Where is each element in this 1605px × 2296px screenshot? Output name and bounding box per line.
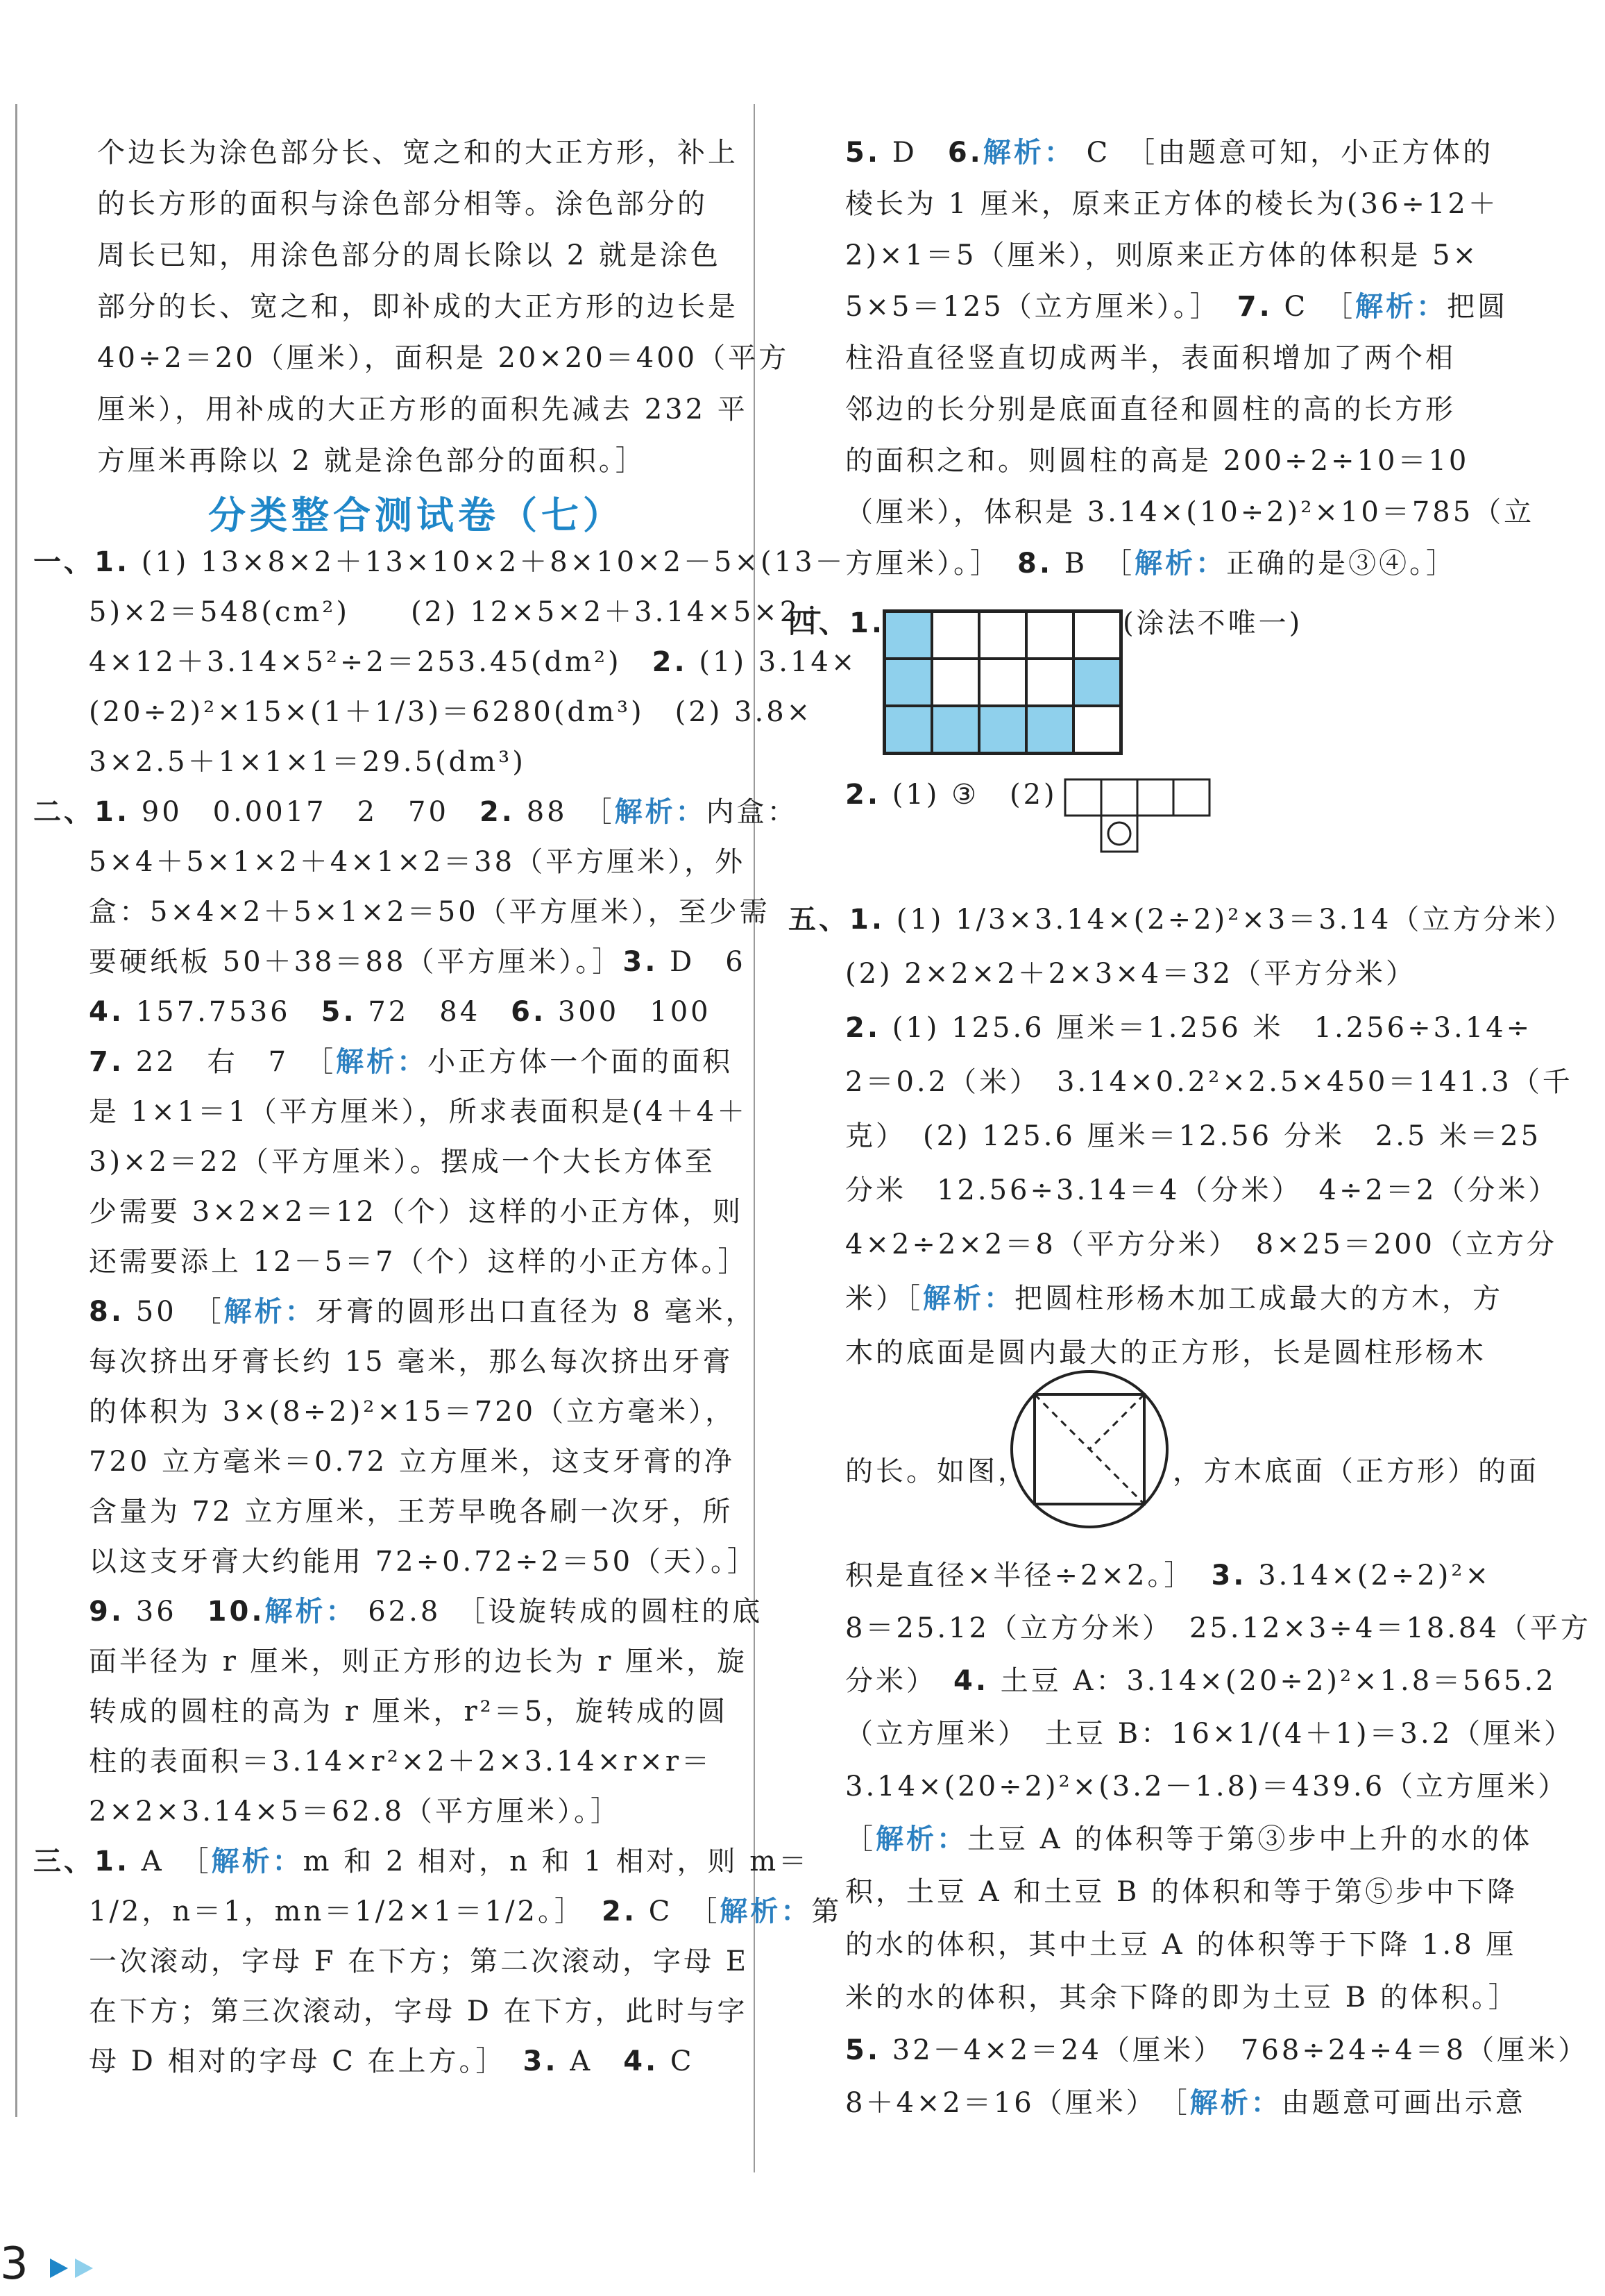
- text: 一次滚动，字母 F 在下方；第二次滚动，字母 E: [89, 1945, 749, 1977]
- text-line: [845, 1871, 1518, 1913]
- text: 4×12＋3.14×5²÷2＝253.45(dm²): [89, 646, 652, 678]
- text: A: [558, 2045, 624, 2077]
- text-line: [89, 1291, 756, 1333]
- q4-2-label: [845, 774, 1058, 816]
- text: B ［: [1053, 548, 1135, 580]
- item-number: 3.: [523, 2045, 559, 2077]
- text-line: [33, 791, 798, 833]
- figure-caption-post: ，方木底面（正方形）的面: [1173, 1455, 1539, 1487]
- text-line: [89, 1091, 747, 1133]
- item-number: 3.: [1211, 1560, 1247, 1592]
- item-number: 2.: [479, 796, 515, 828]
- text-line: [89, 1741, 712, 1782]
- text: 在下方；第三次滚动，字母 D 在下方，此时与字: [89, 1995, 748, 2027]
- text: 木的底面是圆内最大的正方形，长是圆柱形杨木: [845, 1337, 1486, 1369]
- item-number: 五、1.: [788, 904, 885, 936]
- text-line: [89, 591, 826, 633]
- text-line: [89, 691, 813, 733]
- text: 62.8 ［: [356, 1596, 489, 1628]
- text-line: [845, 1278, 1503, 1319]
- shading-grid: [883, 609, 1123, 755]
- text-line: 部分的长、宽之和，即补成的大正方形的边长是: [97, 291, 738, 323]
- item-number: 4.: [89, 996, 125, 1028]
- item-number: 4.: [623, 2045, 659, 2077]
- item-number: 四、1.: [788, 607, 885, 639]
- text: 柱的表面积＝3.14×r²×2＋2×3.14×r×r＝: [89, 1746, 712, 1778]
- text-line: 厘米），用补成的大正方形的面积先减去 232 平: [97, 394, 748, 425]
- text-line: [845, 1061, 1573, 1103]
- text-line: [845, 1555, 1491, 1596]
- text: 转成的圆柱的高为 r 厘米，r²＝5，旋转成的圆: [89, 1696, 729, 1728]
- analysis-label: 解析：: [336, 1046, 428, 1078]
- text-line: [89, 1341, 733, 1383]
- item-number: 6.: [947, 137, 983, 169]
- text-line: [845, 1660, 1556, 1702]
- text-line: [845, 1818, 1532, 1860]
- text-line: 个边长为涂色部分长、宽之和的大正方形，补上: [97, 137, 738, 169]
- q4-note: (涂法不唯一): [1123, 607, 1303, 639]
- text: 由题意可画出示意: [1281, 2087, 1526, 2119]
- text: 32－4×2＝24（厘米） 768÷24÷4＝8（厘米）: [881, 2034, 1589, 2066]
- item-number: 一、1.: [33, 546, 130, 578]
- text-line: [89, 1641, 747, 1682]
- text-line: [788, 899, 1574, 940]
- text: 5×4＋5×1×2＋4×1×2＝38（平方厘米），外: [89, 846, 746, 878]
- text: 5)×2＝548(cm²) (2) 12×5×2＋3.14×5×2÷: [89, 596, 826, 628]
- text: (1) 3.14×: [687, 646, 858, 678]
- text: 72 84: [356, 996, 511, 1028]
- text: 由题意可知，小正方体的: [1157, 137, 1494, 169]
- text-line: [845, 440, 1469, 482]
- analysis-label: 解析：: [923, 1283, 1014, 1315]
- text-line: [845, 1607, 1591, 1649]
- analysis-label: 解析：: [720, 1896, 812, 1927]
- text: 把圆: [1447, 291, 1509, 323]
- item-number: 2.: [845, 779, 881, 811]
- text-line: [89, 1941, 749, 1982]
- item-number: 7.: [89, 1046, 125, 1078]
- text-line: [845, 1977, 1519, 2018]
- text: 4×2÷2×2＝8（平方分米） 8×25＝200（立方分: [845, 1229, 1558, 1260]
- text: ［: [845, 1823, 876, 1855]
- item-number: 5.: [321, 996, 357, 1028]
- text: 720 立方毫米＝0.72 立方厘米，这支牙膏的净: [89, 1446, 735, 1478]
- text: 的水的体积，其中土豆 A 的体积等于下降 1.8 厘: [845, 1929, 1517, 1961]
- page-number: 3: [0, 2238, 28, 2290]
- text: 含量为 72 立方厘米，王芳早晚各刷一次牙，所: [89, 1496, 733, 1528]
- text-line: [845, 235, 1479, 276]
- text: （立方厘米） 土豆 B：16×1/(4＋1)＝3.2（厘米）: [845, 1718, 1575, 1750]
- text: 2)×1＝5（厘米），则原来正方体的体积是 5×: [845, 239, 1479, 271]
- text-line: [89, 1591, 763, 1632]
- item-number: 2.: [652, 646, 688, 678]
- text-line: [33, 1841, 809, 1882]
- cube-net-figure: [1062, 776, 1221, 859]
- text: C ［: [1074, 137, 1158, 169]
- text: 的体积为 3×(8÷2)²×15＝720（立方毫米），: [89, 1396, 736, 1428]
- item-number: 4.: [953, 1665, 990, 1697]
- text-line: [845, 132, 1493, 174]
- text-line: 40÷2＝20（厘米），面积是 20×20＝400（平方: [97, 342, 790, 374]
- item-number: 2.: [845, 1012, 881, 1044]
- text: (1) 125.6 厘米＝1.256 米 1.256÷3.14÷: [881, 1012, 1533, 1044]
- text: 积是直径×半径÷2×2。］: [845, 1560, 1212, 1592]
- text: （厘米），体积是 3.14×(10÷2)²×10＝785（立: [845, 496, 1535, 528]
- text: 90 0.0017 2 70: [130, 796, 479, 828]
- text: m 和 2 相对，n 和 1 相对，则 m＝: [303, 1846, 810, 1877]
- left-margin-rule: [15, 104, 17, 2117]
- text: 土豆 A 的体积等于第③步中上升的水的体: [967, 1823, 1533, 1855]
- text: 3×2.5＋1×1×1＝29.5(dm³): [89, 746, 526, 778]
- arrow-icon: [75, 2259, 93, 2278]
- text: (2) 2×2×2＋2×3×4＝32（平方分米）: [845, 958, 1417, 990]
- text-line: [89, 1991, 748, 2032]
- text-line: [89, 1441, 735, 1483]
- text: 8＋4×2＝16（厘米） ［: [845, 2087, 1190, 2119]
- text: 22 右 7 ［: [124, 1046, 337, 1078]
- text-line: 的长方形的面积与涂色部分相等。涂色部分的: [97, 188, 708, 220]
- text: 柱沿直径竖直切成两半，表面积增加了两个相: [845, 342, 1456, 374]
- text: 88 ［: [514, 796, 615, 828]
- text: 设旋转成的圆柱的底: [488, 1596, 763, 1628]
- text-line: [89, 2041, 695, 2082]
- text: 157.7536: [124, 996, 321, 1028]
- text-line: [33, 541, 846, 583]
- analysis-label: 解析：: [876, 1823, 967, 1855]
- text-line: 周长已知，用涂色部分的周长除以 2 就是涂色: [97, 239, 721, 271]
- text: 正确的是③④。］: [1226, 548, 1457, 580]
- item-number: 8.: [1017, 548, 1053, 580]
- text-line: [89, 1791, 621, 1832]
- analysis-label: 解析：: [1355, 291, 1447, 323]
- text-line: [845, 2082, 1526, 2124]
- text: 面半径为 r 厘米，则正方形的边长为 r 厘米，旋: [89, 1646, 748, 1678]
- text-line: [89, 1391, 736, 1433]
- text-line: [845, 543, 1457, 584]
- item-number: 5.: [845, 2034, 881, 2066]
- text: 每次挤出牙膏长约 15 毫米，那么每次挤出牙膏: [89, 1346, 733, 1378]
- analysis-label: 解析：: [1135, 548, 1227, 580]
- text: 内盒：: [706, 796, 798, 828]
- text: 的面积之和。则圆柱的高是 200÷2÷10＝10: [845, 445, 1470, 477]
- q4-label: [788, 602, 885, 644]
- text-line: [89, 1141, 715, 1183]
- text: 小正方体一个面的面积: [427, 1046, 733, 1078]
- figure-caption-pre: 的长。如图，: [845, 1455, 1028, 1487]
- text: 要硬纸板 50＋38＝88（平方厘米）。］: [89, 946, 623, 978]
- text: 以这支牙膏大约能用 72÷0.72÷2＝50（天）。］: [89, 1546, 758, 1578]
- text-line: [89, 641, 857, 683]
- analysis-label: 解析：: [1189, 2087, 1282, 2119]
- text: 米的水的体积，其余下降的即为土豆 B 的体积。］: [845, 1982, 1519, 2014]
- text: (1) ③ (2): [881, 779, 1058, 811]
- text: 8＝25.12（立方分米） 25.12×3÷4＝18.84（平方: [845, 1612, 1591, 1644]
- text-line: [89, 1241, 749, 1283]
- text-line: [89, 1491, 733, 1533]
- text: 50 ［: [124, 1296, 224, 1328]
- text: C ［: [1272, 291, 1356, 323]
- item-number: 2.: [602, 1896, 638, 1927]
- text: C ［: [637, 1896, 720, 1927]
- text: D: [881, 137, 948, 169]
- text-line: [845, 389, 1456, 430]
- text: 2＝0.2（米） 3.14×0.2²×2.5×450＝141.3（千: [845, 1066, 1573, 1098]
- item-number: 3.: [622, 946, 659, 978]
- text-line: [845, 183, 1499, 225]
- text: 棱长为 1 厘米，原来正方体的棱长为(36÷12＋: [845, 188, 1499, 220]
- text: (1) 1/3×3.14×(2÷2)²×3＝3.14（立方分米）: [885, 904, 1575, 936]
- text-line: [89, 1891, 842, 1932]
- item-number: 8.: [89, 1296, 125, 1328]
- text: 还需要添上 12－5＝7（个）这样的小正方体。］: [89, 1246, 749, 1278]
- text: 邻边的长分别是底面直径和圆柱的高的长方形: [845, 394, 1456, 425]
- item-number: 6.: [511, 996, 547, 1028]
- text-line: [89, 891, 770, 933]
- text: 300 100: [546, 996, 711, 1028]
- text-line: [89, 1041, 733, 1083]
- text: 5×5＝125（立方厘米）。］: [845, 291, 1237, 323]
- text-line: [845, 2029, 1588, 2071]
- text-line: [89, 741, 526, 783]
- section-title: 分类整合测试卷（七）: [208, 493, 625, 537]
- text: 方厘米）。］: [845, 548, 1017, 580]
- text-line: [845, 1170, 1559, 1211]
- text-line: [89, 1691, 728, 1732]
- text: 是 1×1＝1（平方厘米），所求表面积是(4＋4＋: [89, 1096, 748, 1128]
- text: 36: [124, 1596, 207, 1628]
- text: 克） (2) 125.6 厘米＝12.56 分米 2.5 米＝25: [845, 1120, 1542, 1152]
- text: 2×2×3.14×5＝62.8（平方厘米）。］: [89, 1796, 622, 1827]
- analysis-label: 解析：: [223, 1296, 316, 1328]
- text: 把圆柱形杨木加工成最大的方木，方: [1014, 1283, 1503, 1315]
- analysis-label: 解析：: [264, 1596, 357, 1628]
- text-line: 方厘米再除以 2 就是涂色部分的面积。］: [97, 445, 646, 477]
- text: 3)×2＝22（平方厘米）。摆成一个大长方体至: [89, 1146, 715, 1178]
- analysis-label: 解析：: [614, 796, 706, 828]
- analysis-label: 解析：: [983, 137, 1075, 169]
- text-line: [845, 1766, 1568, 1807]
- item-number: 9.: [89, 1596, 125, 1628]
- text: 土豆 A：3.14×(20÷2)²×1.8＝565.2: [989, 1665, 1556, 1697]
- text: 盒：5×4×2＋5×1×2＝50（平方厘米），至少需: [89, 896, 770, 928]
- inscribed-square-figure: [1006, 1366, 1173, 1533]
- text: 3.14×(2÷2)²×: [1246, 1560, 1491, 1592]
- text: 米）［: [845, 1283, 923, 1315]
- text: 母 D 相对的字母 C 在上方。］: [89, 2045, 523, 2077]
- text-line: [845, 337, 1456, 379]
- text: (20÷2)²×15×(1＋1/3)＝6280(dm³) (2) 3.8×: [89, 696, 813, 728]
- text: 3.14×(20÷2)²×(3.2－1.8)＝439.6（立方厘米）: [845, 1771, 1569, 1803]
- item-number: 7.: [1237, 291, 1273, 323]
- text-line: [845, 491, 1534, 533]
- text: 1/2，n＝1，mn＝1/2×1＝1/2。］: [89, 1896, 602, 1927]
- text: A ［: [130, 1846, 212, 1877]
- text-line: [89, 1191, 743, 1233]
- item-number: 三、1.: [33, 1846, 130, 1877]
- text-line: [845, 1224, 1557, 1265]
- analysis-label: 解析：: [211, 1846, 303, 1877]
- text: 积，土豆 A 和土豆 B 的体积和等于第⑤步中下降: [845, 1876, 1518, 1908]
- text-line: [845, 1924, 1516, 1966]
- text-line: [89, 841, 745, 883]
- text: C: [659, 2045, 695, 2077]
- text-line: [89, 991, 711, 1033]
- text: (1) 13×8×2＋13×10×2＋8×10×2－5×(13－: [130, 546, 846, 578]
- text-line: [845, 1007, 1532, 1049]
- text: 牙膏的圆形出口直径为 8 毫米，: [315, 1296, 756, 1328]
- item-number: 5.: [845, 137, 881, 169]
- text-line: [845, 286, 1508, 328]
- text-line: [89, 941, 746, 983]
- item-number: 二、1.: [33, 796, 130, 828]
- text-line: [845, 1713, 1574, 1755]
- text-line: [845, 1115, 1541, 1157]
- text: 少需要 3×2×2＝12（个）这样的小正方体，则: [89, 1196, 743, 1228]
- text: 第: [811, 1896, 842, 1927]
- text: D 6: [658, 946, 746, 978]
- text-line: [845, 953, 1416, 995]
- text: 分米）: [845, 1665, 953, 1697]
- item-number: 10.: [207, 1596, 265, 1628]
- text-line: [89, 1541, 758, 1582]
- text: 分米 12.56÷3.14＝4（分米） 4÷2＝2（分米）: [845, 1174, 1559, 1206]
- arrow-icon: [50, 2259, 68, 2278]
